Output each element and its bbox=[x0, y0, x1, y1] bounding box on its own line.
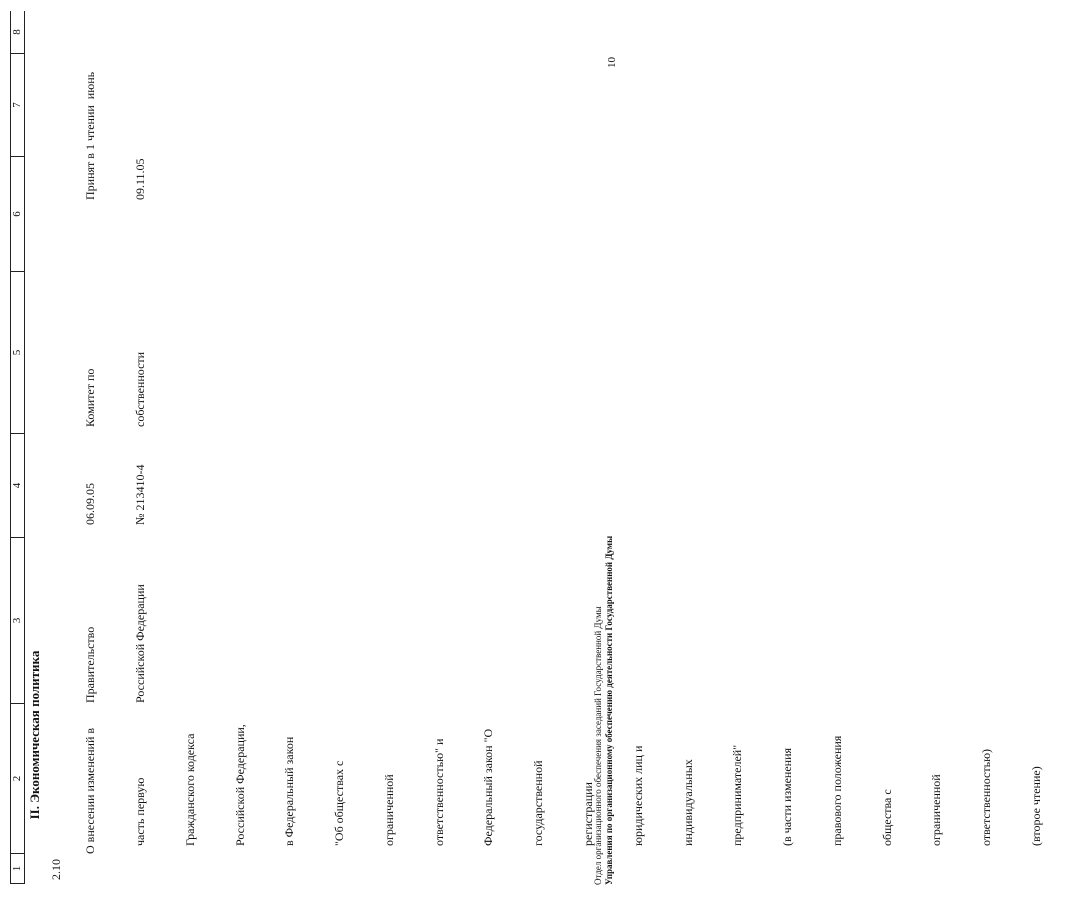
registration-number: № 213410-4 bbox=[132, 464, 147, 525]
bill-title-line: ограниченной bbox=[381, 774, 396, 846]
bill-title-line: индивидуальных bbox=[680, 759, 695, 846]
footer-department: Отдел организационного обеспечения заседаний Государственной Думы bbox=[593, 606, 603, 885]
section-title: II. Экономическая политика bbox=[27, 650, 42, 820]
initiator-cell bbox=[49, 579, 182, 703]
bill-title-line: регистрации bbox=[581, 782, 595, 846]
initiator-line: Российской Федерации bbox=[132, 584, 147, 703]
bill-title-line: Федеральный закон "О bbox=[481, 728, 496, 846]
footer-directorate: Управления по организационному обеспечению деятельности Государственной Думы bbox=[604, 535, 614, 885]
bill-title-line: общества с bbox=[879, 789, 894, 846]
bill-title-line: ответственностью" и bbox=[431, 738, 446, 846]
column-number-3: 3 bbox=[10, 538, 25, 704]
column-number-5: 5 bbox=[10, 272, 25, 434]
row-number: 2.10 bbox=[49, 859, 63, 880]
column-number-2: 2 bbox=[10, 704, 25, 854]
registration-date: 06.09.05 bbox=[83, 483, 98, 525]
column-number-header bbox=[10, 11, 25, 884]
committee-line: собственности bbox=[132, 351, 147, 427]
bill-title-line: Российской Федерации, bbox=[232, 724, 247, 846]
registration-cell bbox=[49, 435, 182, 525]
bill-title-line: предпринимателей" bbox=[730, 744, 745, 846]
bill-title-line: государственной bbox=[531, 760, 546, 846]
column-number-7: 7 bbox=[10, 54, 25, 157]
page-footer bbox=[593, 536, 615, 885]
column-number-8: 8 bbox=[10, 11, 25, 54]
bill-title-line: ответственностью) bbox=[979, 748, 994, 846]
header-bottom-rule bbox=[24, 11, 25, 884]
bill-title-line: Гражданского кодекса bbox=[182, 733, 197, 846]
bill-title-cell bbox=[49, 706, 1078, 854]
column-number-6: 6 bbox=[10, 157, 25, 272]
committee-line: Комитет по bbox=[83, 368, 98, 427]
status-date: 09.11.05 bbox=[132, 158, 147, 200]
bill-title-line: ограниченной bbox=[929, 774, 944, 846]
column-number-4: 4 bbox=[10, 434, 25, 538]
bill-title-line: "Об обществах с bbox=[332, 760, 347, 846]
bill-title-line: юридических лиц и bbox=[630, 745, 645, 846]
bill-title-line: правового положения bbox=[829, 735, 844, 846]
bill-title-line: (в части изменения bbox=[780, 747, 795, 846]
bill-title-line: часть первую bbox=[132, 777, 147, 846]
bill-title-line: в Федеральный закон bbox=[282, 736, 297, 846]
bill-title-line: О внесении изменений в bbox=[83, 727, 98, 854]
committee-cell bbox=[49, 317, 182, 427]
status-cell bbox=[49, 50, 182, 200]
status-line: Принят в 1 чтении июнь bbox=[83, 71, 98, 200]
bill-title-line: (второе чтение) bbox=[1029, 766, 1044, 846]
page-number: 10 bbox=[606, 57, 618, 68]
column-number-1: 1 bbox=[10, 854, 25, 884]
initiator-line: Правительство bbox=[83, 626, 98, 703]
